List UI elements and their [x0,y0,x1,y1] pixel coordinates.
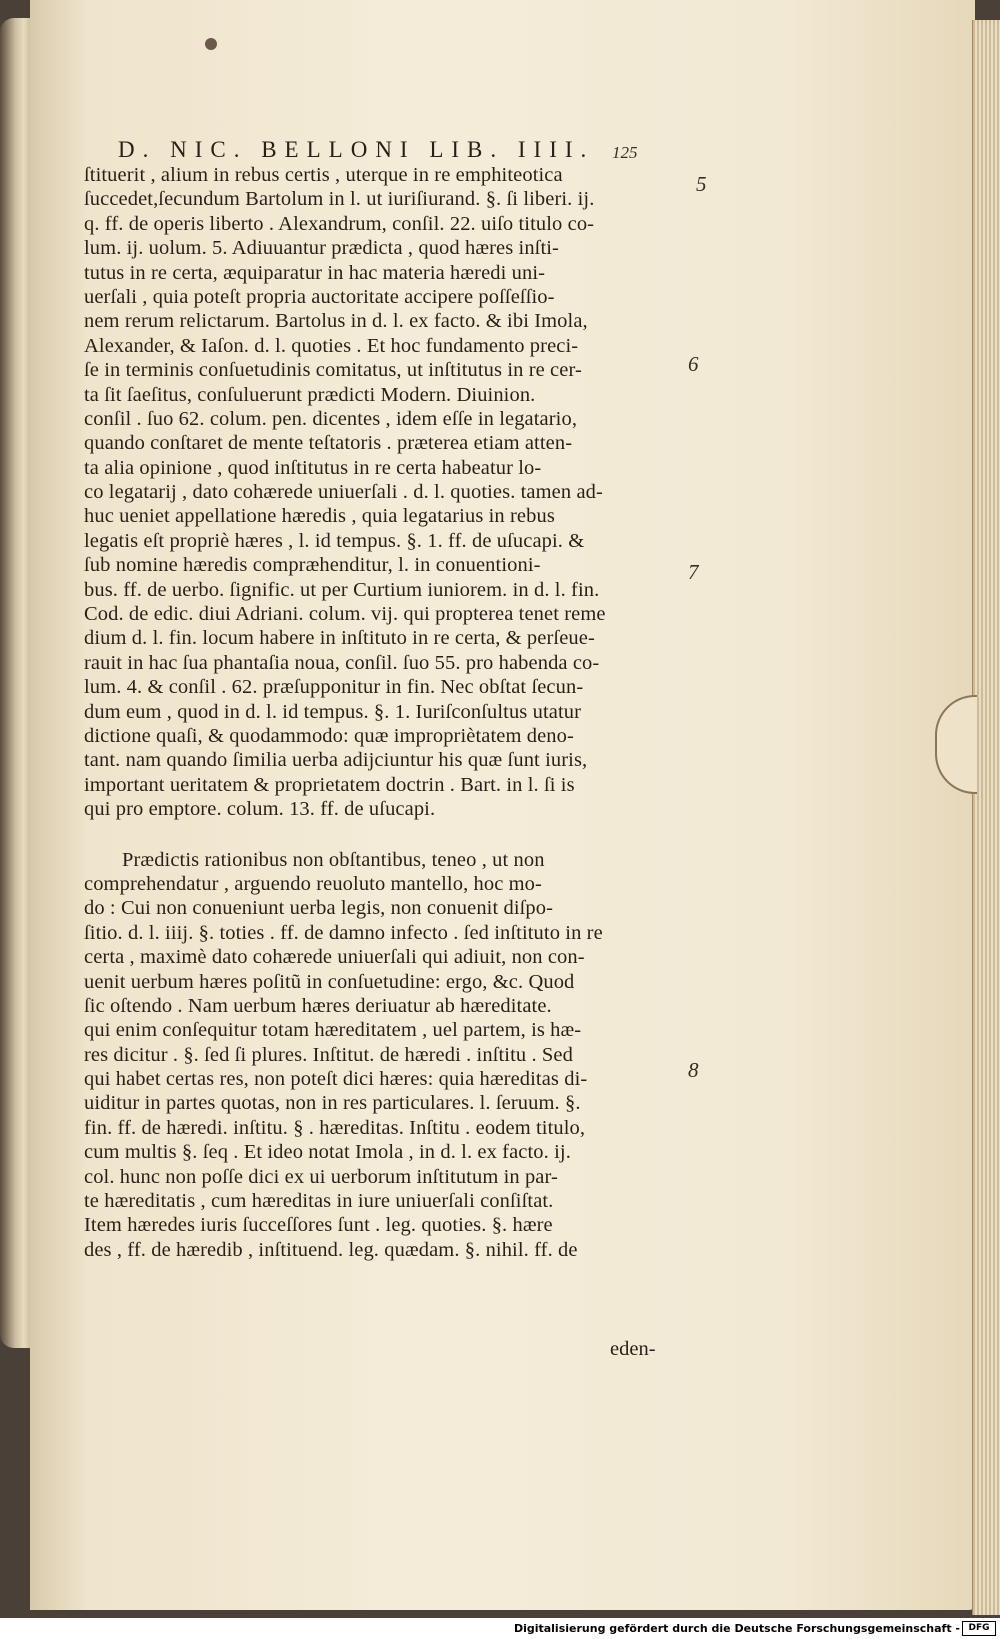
paragraph-2-line: certa , maximè dato cohærede uniuerſali qui adiuit, non con- [84,946,585,969]
paragraph-2-line: res dicitur . §. ſed ſi plures. Inſtitut. de hæredi . inſtitu . Sed [84,1043,573,1066]
paragraph-2-line: ſic oſtendo . Nam uerbum hæres deriuatur ab hæreditate. [84,994,552,1017]
paragraph-1-line: important ueritatem & proprietatem doctrin . Bart. in l. ſi is [84,773,575,796]
margin-number: 6 [688,352,699,376]
paragraph-1-line: q. ff. de operis liberto . Alexandrum, conſil. 22. uiſo titulo co- [84,212,595,235]
paragraph-2-line: qui habet certas res, non poteſt dici hæres: quia hæreditas di- [84,1068,588,1091]
margin-number: 8 [688,1058,699,1082]
paragraph-2-line: Item hæredes iuris ſucceſſores ſunt . leg. quoties. §. hære [84,1214,553,1237]
paragraph-2-line: cum multis §. ſeq . Et ideo notat Imola , in d. l. ex facto. ij. [84,1141,571,1164]
paragraph-1-line: lum. ij. uolum. 5. Adiuuantur prædicta , quod hæres inſti- [84,237,559,260]
paragraph-1-line: qui pro emptore. colum. 13. ff. de uſucapi. [84,798,436,821]
folio-number: 125 [612,143,638,162]
paragraph-1-line: dictione quaſi, & quodammodo: quæ impropriètatem deno- [84,724,574,747]
ink-spot [205,38,217,50]
paragraph-2-line: col. hunc non poſſe dici ex ui uerborum inſtitutum in par- [84,1165,558,1188]
body-text [84,163,664,1262]
paragraph-2-line: ſitio. d. l. iiij. §. toties . ff. de damno infecto . ſed inſtituto in re [84,921,603,944]
paragraph-1-line: co legatarij , dato cohærede uniuerſali . d. l. quoties. tamen ad- [84,481,603,504]
paragraph-1-line: lum. 4. & conſil . 62. præſupponitur in fin. Nec obſtat ſecun- [84,676,584,699]
paragraph-2-line: qui enim conſequitur totam hæreditatem , uel partem, is hæ- [84,1019,582,1042]
margin-number: 5 [696,172,707,196]
paragraph-1-line: nem rerum relictarum. Bartolus in d. l. ex facto. & ibi Imola, [84,310,588,333]
page-stack-edge [972,20,1000,1615]
paragraph-1-line: legatis eſt propriè hæres , l. id tempus. §. 1. ff. de uſucapi. & [84,529,585,552]
paragraph-1-line: Cod. de edic. diui Adriani. colum. vij. qui propterea tenet reme [84,603,606,626]
paragraph-1-line: ta alia opinione , quod inſtitutus in re certa habeatur lo- [84,456,542,479]
paragraph-2-line: des , ff. de hæredib , inſtituend. leg. quædam. §. nihil. ff. de [84,1238,578,1261]
paragraph-1-line: ſuccedet,ſecundum Bartolum in l. ut iuriſiurand. §. ſi liberi. ij. [84,188,595,211]
catchword: eden- [610,1338,656,1360]
paragraph-1-line: rauit in hac ſua phantaſia noua, conſil. ſuo 55. pro habenda co- [84,651,600,674]
paragraph-1-line: ſtituerit , alium in rebus certis , uterque in re emphiteotica [84,164,563,186]
paragraph-1 [84,163,664,822]
paragraph-2-line: Prædictis rationibus non obſtantibus, teneo , ut non [122,848,545,871]
paragraph-1-line: dum eum , quod in d. l. id tempus. §. 1. Iuriſconſultus utatur [84,700,582,723]
paragraph-1-line: huc ueniet appellatione hæredis , quia legatarius in rebus [84,505,555,528]
paragraph-1-line: bus. ff. de uerbo. ſignific. ut per Curtium iuniorem. in d. l. fin. [84,578,600,601]
margin-number: 7 [688,560,699,584]
paragraph-2 [84,848,664,1263]
digitization-credit: Digitalisierung gefördert durch die Deutsche Forschungsgemeinschaft - [513,1622,960,1635]
paragraph-1-line: uerſali , quia poteſt propria auctoritate accipere poſſeſſio- [84,285,555,308]
paragraph-2-line: comprehendatur , arguendo reuoluto mantello, hoc mo- [84,872,542,895]
paragraph-2-line: fin. ff. de hæredi. inſtitu. § . hæreditas. Inſtitu . eodem titulo, [84,1116,586,1139]
paragraph-1-line: quando conſtaret de mente teſtatoris . præterea etiam atten- [84,432,573,455]
paragraph-2-line: uenit uerbum hæres poſitũ in conſuetudine: ergo, &c. Quod [84,970,575,993]
paragraph-1-line: Alexander, & Iaſon. d. l. quoties . Et hoc fundamento preci- [84,334,579,357]
dfg-logo: DFG [962,1621,996,1636]
paragraph-1-line: tant. nam quando ſimilia uerba adijciuntur his quæ ſunt iuris, [84,749,588,772]
running-title: D. NIC. BELLONI LIB. IIII. [118,137,595,162]
paragraph-1-line: dium d. l. fin. locum habere in inſtituto in re certa, & perſeue- [84,627,595,650]
paragraph-1-line: conſil . ſuo 62. colum. pen. dicentes , idem eſſe in legatario, [84,407,578,430]
paragraph-1-line: ſe in terminis conſuetudinis comitatus, ut inſtitutus in re cer- [84,359,582,382]
paragraph-2-line: do : Cui non conueniunt uerba legis, non conuenit diſpo- [84,897,554,920]
previous-page-edge [0,18,34,1348]
paragraph-1-line: tutus in re certa, æquiparatur in hac materia hæredi uni- [84,261,546,284]
paragraph-2-line: uiditur in partes quotas, non in res particulares. l. ſeruum. §. [84,1092,581,1115]
paragraph-2-line: te hæreditatis , cum hæreditas in iure uniuerſali conſiſtat. [84,1190,554,1213]
paragraph-1-line: ſub nomine hæredis compræhenditur, l. in conuentioni- [84,554,541,577]
paragraph-1-line: ta ſit ſaeſitus, conſuluerunt prædicti Modern. Diuinion. [84,383,536,406]
